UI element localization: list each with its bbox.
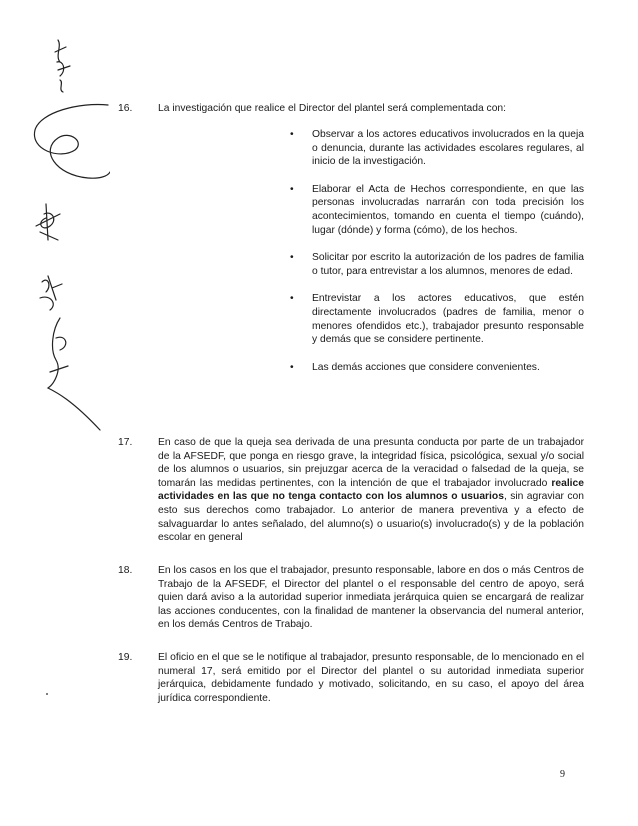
stray-mark — [46, 693, 48, 695]
signature-margin — [0, 0, 110, 826]
item-18-text: En los casos en los que el trabajador, presunto responsable, labore en dos o más Centros de Trabajo de la AFSEDF, el Director del plantel o el responsable del centro de apoyo, será quien dará aviso a la autoridad superior inmediata jerárquica quien se encargará de realizar las acciones conducentes, con la finalidad de mantener la observancia del numeral anterior, en los demás Centros de Trabajo. — [158, 565, 584, 631]
item-16-text: La investigación que realice el Director del plantel será complementada con: — [158, 103, 507, 114]
bullet-item — [290, 251, 584, 278]
bullet-item — [290, 361, 584, 375]
item-19-number: 19. — [118, 652, 133, 663]
item-17-text-end: , sin agraviar con esto sus derechos como trabajador. Lo anterior de manera preventiva y a efecto de salvaguardar lo antes señalado, del alumno(s) o usuario(s) involucrado(s) y de la población escolar en general — [158, 491, 584, 544]
bullet-text: Elaborar el Acta de Hechos correspondiente, en que las personas involucradas narrarán con toda precisión los acontecimientos, tomando en cuenta el tiempo (cuándo), lugar (dónde) y forma (cómo), de los hechos. — [312, 183, 584, 236]
signature-initial-3 — [40, 276, 62, 310]
bullet-item — [290, 128, 584, 169]
investigation-actions-list — [290, 128, 584, 374]
signature-long — [48, 318, 100, 430]
item-17-text-bold: realice actividades en las que no tenga contacto con los alumnos o usuarios — [158, 477, 584, 503]
item-16-number: 16. — [118, 103, 133, 114]
bullet-text: Las demás acciones que considere convenientes. — [312, 361, 540, 373]
bullet-item — [290, 183, 584, 237]
bullet-icon: • — [290, 129, 294, 140]
item-17-text-start: En caso de que la queja sea derivada de una presunta conducta por parte de un trabajador de la AFSEDF, que ponga en riesgo grave, la integridad física, psicológica, sexual y/o social de los alumnos o usuarios, sin prejuzgar acerca de la veracidad o falsedad de la queja, se tomarán las medidas pertinentes, con la intención de que el trabajador involucrado — [158, 437, 584, 489]
bullet-text: Entrevistar a los actores educativos, que estén directamente involucrados (padres de familia, menor o menores ofendidos etc.), trabajador presunto responsable y demás que se considere pertinente. — [312, 293, 584, 346]
bullet-icon: • — [290, 361, 294, 373]
signature-initial-1 — [55, 40, 70, 92]
bullet-item — [290, 292, 584, 346]
bullet-icon: • — [290, 252, 294, 264]
item-17 — [118, 436, 584, 545]
bullet-text: Solicitar por escrito la autorización de los padres de familia o tutor, para entrevistar a los alumnos, menores de edad. — [312, 252, 584, 277]
bullet-text: Observar a los actores educativos involucrados en la queja o denuncia, durante las actividades escolares regulares, al inicio de la investigación. — [312, 129, 584, 168]
bullet-icon: • — [290, 183, 294, 195]
item-19 — [118, 651, 584, 705]
item-19-text: El oficio en el que se le notifique al trabajador, presunto responsable, de lo mencionado en el numeral 17, será emitido por el Director del plantel o su autoridad inmediata superior jerárquica, debidamente fundado y motivado, solicitando, en su caso, el apoyo del área jurídica correspondiente. — [158, 652, 584, 704]
page-number: 9 — [560, 769, 565, 780]
item-17-number: 17. — [118, 437, 133, 448]
item-18 — [118, 564, 584, 632]
item-18-number: 18. — [118, 565, 133, 576]
signature-initial-2 — [36, 204, 60, 240]
item-17-text — [158, 436, 584, 545]
signature-loop — [34, 104, 110, 178]
bullet-icon: • — [290, 293, 294, 305]
item-16 — [118, 102, 584, 116]
